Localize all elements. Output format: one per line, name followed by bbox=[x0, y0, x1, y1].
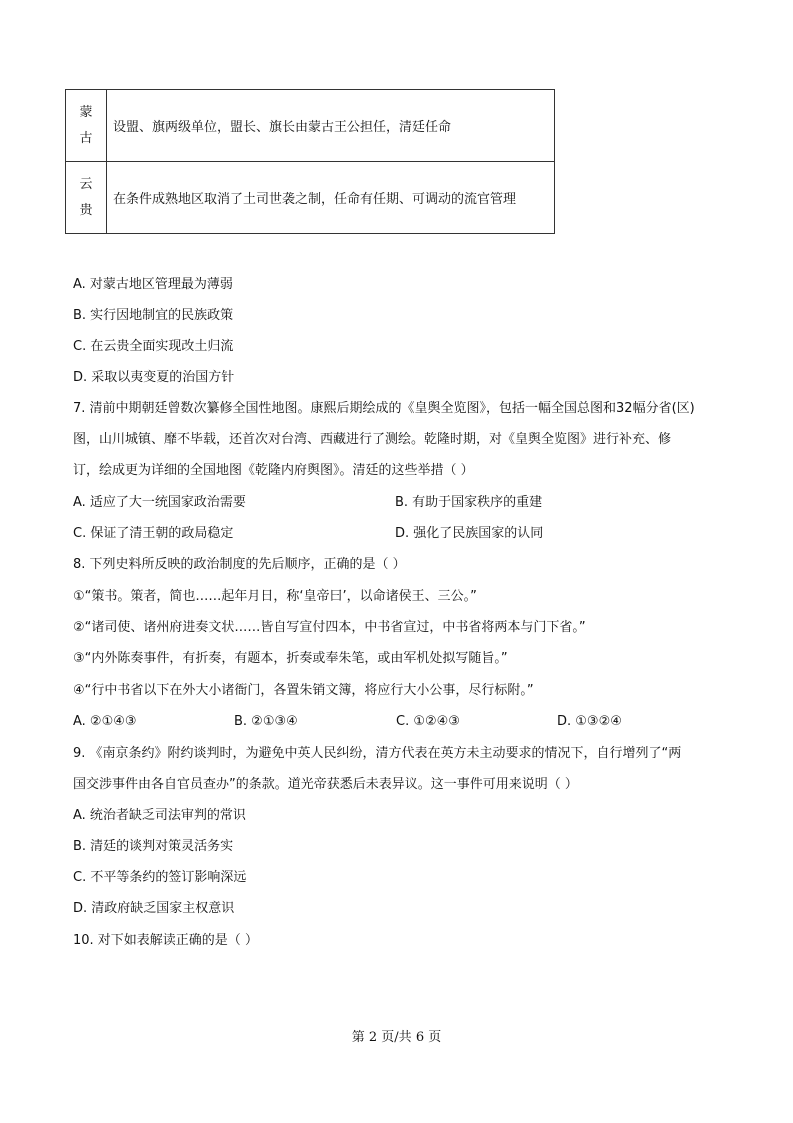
page-footer: 第 2 页/共 6 页 bbox=[351, 1030, 442, 1045]
q8-option-a[interactable]: A. ②①④③ bbox=[73, 714, 137, 729]
region-char: 蒙 bbox=[79, 104, 93, 120]
q7-stem-line: 图，山川城镇、靡不毕载，还首次对台湾、西藏进行了测绘。乾隆时期，对《皇舆全览图》进行补充、修 bbox=[73, 432, 672, 447]
policy-cell: 设盟、旗两级单位，盟长、旗长由蒙古王公担任，清廷任命 bbox=[107, 90, 555, 162]
region-char: 古 bbox=[79, 130, 93, 146]
q7-option-d[interactable]: D. 强化了民族国家的认同 bbox=[395, 526, 544, 541]
q9-stem-line: 9. 《南京条约》附约谈判时，为避免中英人民纠纷，清方代表在英方未主动要求的情况下，自行增列了“两 bbox=[73, 746, 682, 761]
q8-option-b[interactable]: B. ②①③④ bbox=[234, 714, 298, 729]
region-policy-table bbox=[65, 89, 555, 234]
q8-source: ②“诸司使、诸州府进奏文状……皆自写宣付四本，中书省宣过，中书省将两本与门下省。” bbox=[73, 620, 586, 635]
q9-option-a[interactable]: A. 统治者缺乏司法审判的常识 bbox=[73, 808, 246, 823]
region-cell bbox=[66, 90, 107, 162]
q8-option-c[interactable]: C. ①②④③ bbox=[396, 714, 460, 729]
q9-option-c[interactable]: C. 不平等条约的签订影响深远 bbox=[73, 870, 247, 885]
q10-stem: 10. 对下如表解读正确的是（ ） bbox=[73, 933, 258, 948]
q8-source: ③“内外陈奏事件，有折奏，有题本，折奏或奉朱笔，或由军机处拟写随旨。” bbox=[73, 651, 508, 666]
q8-source: ①“策书。策者，简也……起年月日，称‘皇帝曰’，以命诸侯王、三公。” bbox=[73, 589, 477, 604]
q7-option-a[interactable]: A. 适应了大一统国家政治需要 bbox=[73, 495, 246, 510]
q6-option-d[interactable]: D. 采取以夷变夏的治国方针 bbox=[73, 370, 235, 385]
q8-stem: 8. 下列史料所反映的政治制度的先后顺序，正确的是（ ） bbox=[73, 557, 406, 572]
table-row bbox=[66, 162, 555, 234]
q6-option-c[interactable]: C. 在云贵全面实现改土归流 bbox=[73, 339, 234, 354]
q7-option-c[interactable]: C. 保证了清王朝的政局稳定 bbox=[73, 526, 234, 541]
q9-option-b[interactable]: B. 清廷的谈判对策灵活务实 bbox=[73, 839, 234, 854]
q7-stem-line: 7. 清前中期朝廷曾数次纂修全国性地图。康熙后期绘成的《皇舆全览图》，包括一幅全国总图和32幅分省(区) bbox=[73, 401, 695, 416]
q9-option-d[interactable]: D. 清政府缺乏国家主权意识 bbox=[73, 901, 235, 916]
q7-option-b[interactable]: B. 有助于国家秩序的重建 bbox=[395, 495, 543, 510]
q8-source: ④“行中书省以下在外大小诸衙门，各置朱销文簿，将应行大小公事，尽行标附。” bbox=[73, 683, 534, 698]
region-char: 云 bbox=[79, 176, 93, 192]
q7-stem-line: 订，绘成更为详细的全国地图《乾隆内府舆图》。清廷的这些举措（ ） bbox=[73, 463, 474, 478]
region-char: 贵 bbox=[79, 202, 93, 218]
q6-option-a[interactable]: A. 对蒙古地区管理最为薄弱 bbox=[73, 277, 233, 292]
q6-option-b[interactable]: B. 实行因地制宜的民族政策 bbox=[73, 308, 234, 323]
q8-option-d[interactable]: D. ①③②④ bbox=[557, 714, 622, 729]
policy-cell: 在条件成熟地区取消了土司世袭之制，任命有任期、可调动的流官管理 bbox=[107, 162, 555, 234]
region-cell bbox=[66, 162, 107, 234]
table-row bbox=[66, 90, 555, 162]
q9-stem-line: 国交涉事件由各自官员查办”的条款。道光帝获悉后未表异议。这一事件可用来说明（ ） bbox=[73, 777, 578, 792]
